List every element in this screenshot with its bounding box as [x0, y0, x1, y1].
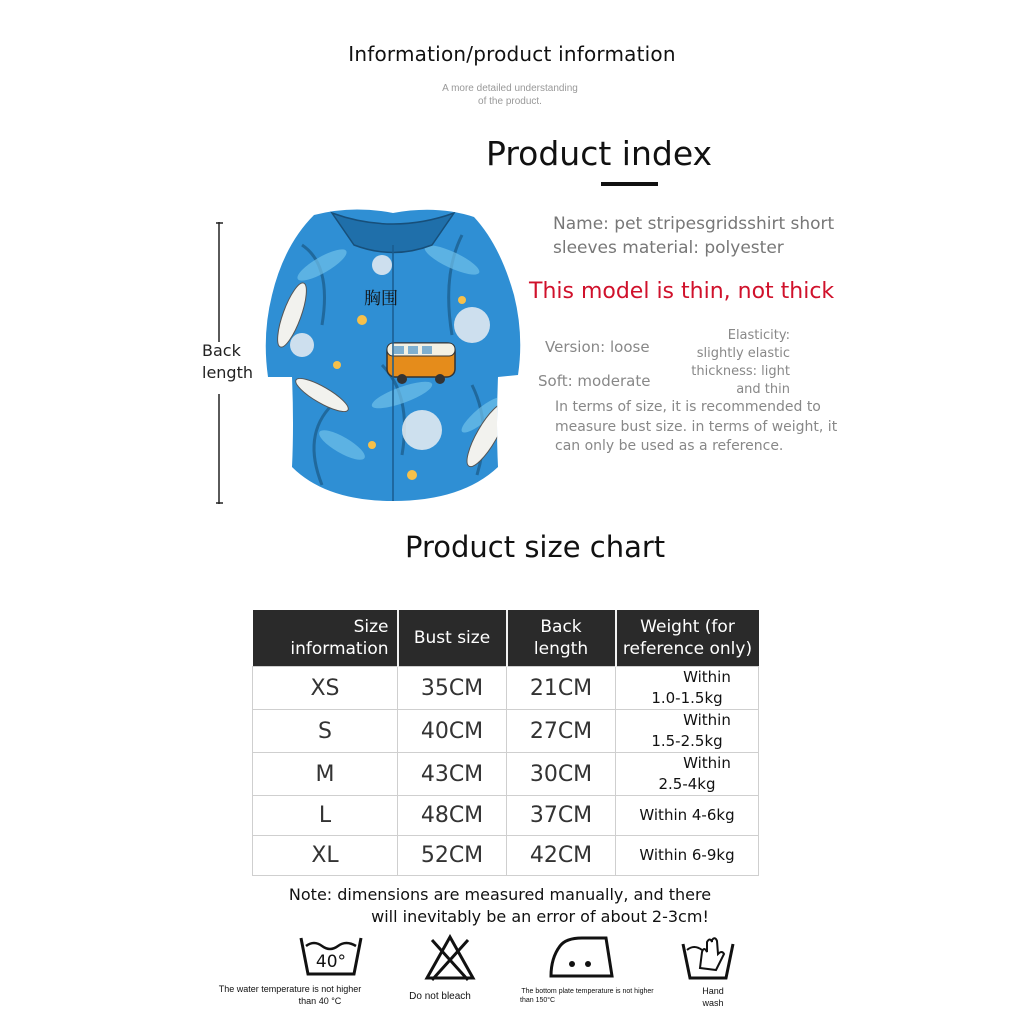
subheading-line-1: A more detailed understanding [442, 83, 578, 94]
wash-40-icon [298, 932, 364, 980]
header-back-length [507, 610, 616, 667]
subheading-line-2: of the product. [478, 96, 542, 107]
header-size-line-2: information [290, 639, 389, 659]
size-cell: L [253, 796, 398, 836]
weight-cell [616, 753, 759, 796]
version-text: Version: loose [545, 338, 650, 356]
measurement-note [0, 884, 1000, 928]
back-length-cell: 27CM [507, 710, 616, 753]
back-length-cell: 37CM [507, 796, 616, 836]
header-bust-line-1: Bust size [413, 628, 491, 648]
hand-caption-line-2: wash [702, 998, 724, 1008]
iron-caption-line-1: The bottom plate temperature is not higher [521, 988, 654, 995]
wash-caption [200, 983, 380, 1007]
table-row [253, 836, 759, 876]
chest-label: 胸围 [364, 289, 398, 309]
weight-cell [616, 836, 759, 876]
weight-line-2: 2.5-4kg [658, 775, 716, 793]
back-length-cell: 30CM [507, 753, 616, 796]
size-note-line-1: In terms of size, it is recommended to [555, 399, 821, 415]
title-underline [601, 182, 658, 186]
weight-line-1: Within [683, 711, 731, 729]
weight-line-1: Within 6-9kg [639, 846, 735, 864]
size-chart-header-row [253, 610, 759, 667]
product-name-line-1: Name: pet stripesgridsshirt short [553, 214, 835, 234]
note-line-1: Note: dimensions are measured manually, and there [288, 885, 712, 904]
page-heading: Information/product information [348, 42, 676, 66]
header-weight-line-1: Weight (for [640, 617, 735, 637]
thickness-line-2: and thin [736, 382, 790, 397]
back-length-line-2: length [202, 363, 253, 382]
back-length-line-1: Back [202, 341, 241, 360]
iron-caption-line-2: than 150°C [520, 997, 556, 1004]
bust-cell: 43CM [398, 753, 507, 796]
thickness-warning: This model is thin, not thick [529, 279, 835, 304]
weight-cell [616, 667, 759, 710]
size-cell: XL [253, 836, 398, 876]
no-bleach-icon [424, 934, 476, 982]
table-row [253, 753, 759, 796]
elasticity-line-1: Elasticity: [727, 328, 790, 343]
weight-cell [616, 796, 759, 836]
elasticity-text [680, 327, 790, 399]
table-row [253, 710, 759, 753]
elasticity-line-2: slightly elastic [696, 346, 790, 361]
back-length-cell: 21CM [507, 667, 616, 710]
iron-caption [515, 987, 660, 1005]
note-line-2: will inevitably be an error of about 2-3cm! [371, 907, 709, 926]
hand-wash-caption [688, 985, 738, 1009]
weight-line-2: 1.0-1.5kg [651, 689, 723, 707]
weight-line-1: Within [683, 668, 731, 686]
product-index-title: Product index [486, 134, 713, 173]
product-name-line-2: sleeves material: polyester [553, 238, 784, 258]
header-back-line-2: length [533, 639, 589, 659]
bleach-caption: Do not bleach [409, 991, 471, 1002]
bust-cell: 48CM [398, 796, 507, 836]
product-name-material [553, 212, 853, 260]
size-cell: XS [253, 667, 398, 710]
wash-temp-text: 40° [315, 952, 347, 972]
table-row [253, 796, 759, 836]
weight-cell [616, 710, 759, 753]
size-chart-title: Product size chart [405, 530, 666, 564]
header-weight [616, 610, 759, 667]
wash-caption-line-2: than 40 °C [298, 996, 342, 1006]
weight-line-2: 1.5-2.5kg [651, 732, 723, 750]
header-back-line-1: Back [540, 617, 582, 637]
hand-wash-icon [680, 932, 736, 982]
size-cell: M [253, 753, 398, 796]
softness-text: Soft: moderate [538, 372, 651, 390]
header-bust [398, 610, 507, 667]
header-size-line-1: Size [353, 617, 389, 637]
thickness-line-1: thickness: light [691, 364, 790, 379]
table-row [253, 667, 759, 710]
wash-caption-line-1: The water temperature is not higher [218, 984, 362, 994]
size-recommendation [555, 398, 855, 457]
size-cell: S [253, 710, 398, 753]
header-size-info [253, 610, 398, 667]
header-weight-line-2: reference only) [622, 639, 753, 659]
page-subheading [410, 82, 610, 108]
weight-line-1: Within 4-6kg [639, 806, 735, 824]
back-length-label [196, 340, 253, 384]
bust-cell: 40CM [398, 710, 507, 753]
bust-cell: 35CM [398, 667, 507, 710]
iron-icon [548, 934, 614, 982]
weight-line-1: Within [683, 754, 731, 772]
size-note-line-3: can only be used as a reference. [555, 438, 784, 454]
pet-shirt-image [262, 205, 524, 505]
size-note-line-2: measure bust size. in terms of weight, it [555, 418, 838, 435]
bust-cell: 52CM [398, 836, 507, 876]
back-length-cell: 42CM [507, 836, 616, 876]
size-chart-table [252, 610, 759, 876]
hand-caption-line-1: Hand [702, 986, 724, 996]
